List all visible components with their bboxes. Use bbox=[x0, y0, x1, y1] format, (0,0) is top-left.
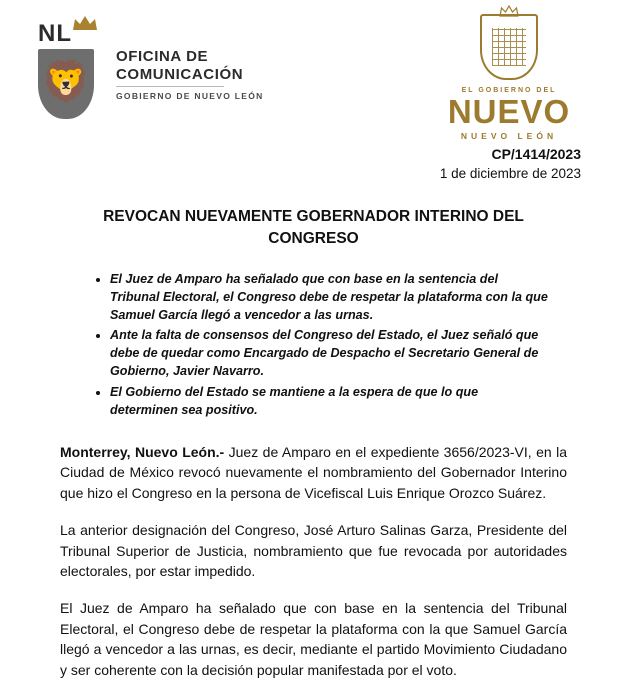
paragraph-1-text: Juez de Amparo en el expediente 3656/2023-VI, en la Ciudad de México revocó nuevamente el nombramiento del Gobernador Interino que hizo el Congreso en la persona de Vicefiscal Luis Enrique Orozco Suárez. bbox=[60, 443, 567, 501]
paragraph-2: La anterior designación del Congreso, José Arturo Salinas Garza, Presidente del Tribunal Superior de Justicia, nombramiento que fue revocada por autoridades electorales, por estar impedido. bbox=[60, 522, 567, 579]
dateline: Monterrey, Nuevo León.- bbox=[60, 443, 225, 460]
nl-emblem bbox=[38, 22, 100, 119]
shield-pattern bbox=[492, 28, 526, 66]
lion-icon: 🦁 bbox=[41, 60, 91, 104]
lion-shield bbox=[38, 49, 94, 119]
highlights-list bbox=[92, 271, 549, 420]
office-title-block bbox=[116, 22, 264, 101]
oficina-comunicacion-logo bbox=[38, 0, 264, 119]
paragraph-1 bbox=[60, 442, 567, 503]
nl-initials: NL bbox=[38, 20, 72, 47]
divider bbox=[116, 86, 224, 87]
office-line-1: OFICINA DE bbox=[116, 48, 209, 65]
document-header bbox=[38, 0, 589, 142]
state-shield-icon bbox=[480, 14, 538, 80]
government-label: EL GOBIERNO DEL bbox=[461, 87, 557, 94]
crown-icon bbox=[72, 15, 98, 36]
list-item: • El Gobierno del Estado se mantiene a la espera de que lo que determinen sea positivo. bbox=[110, 384, 549, 420]
document-meta bbox=[38, 144, 589, 184]
paragraph-3: El Juez de Amparo ha señalado que con base en la sentencia del Tribunal Electoral, el Congreso debe de respetar la plataforma con la que Samuel García llegó a vencedor a las urnas, es decir, mediante el partido Movimiento Ciudadano y ser coherente con la decisión popular manifestada por el voto. bbox=[60, 600, 567, 678]
office-line-2: COMUNICACIÓN bbox=[116, 65, 244, 83]
office-subtitle: GOBIERNO DE NUEVO LEÓN bbox=[116, 91, 264, 102]
crown-icon bbox=[499, 5, 519, 19]
nuevo-wordmark: NUEVO bbox=[447, 93, 571, 130]
page-title: REVOCAN NUEVAMENTE GOBERNADOR INTERINO DEL CONGRESO bbox=[103, 207, 524, 248]
body-content bbox=[60, 442, 567, 680]
state-government-logo bbox=[429, 0, 589, 141]
list-item: • Ante la falta de consensos del Congreso del Estado, el Juez señaló que debe de quedar como Encargado de Despacho el Secretario General de Gobierno, Javier Navarro. bbox=[110, 327, 549, 381]
nuevo-leon-subtitle: NUEVO LEÓN bbox=[460, 131, 558, 141]
document-date: 1 de diciembre de 2023 bbox=[439, 166, 581, 182]
list-item: • El Juez de Amparo ha señalado que con base en la sentencia del Tribunal Electoral, el Congreso debe de respetar la plataforma con la que Samuel García llegó a vencedor a las urnas. bbox=[110, 271, 549, 325]
folio-number: CP/1414/2023 bbox=[491, 146, 581, 162]
